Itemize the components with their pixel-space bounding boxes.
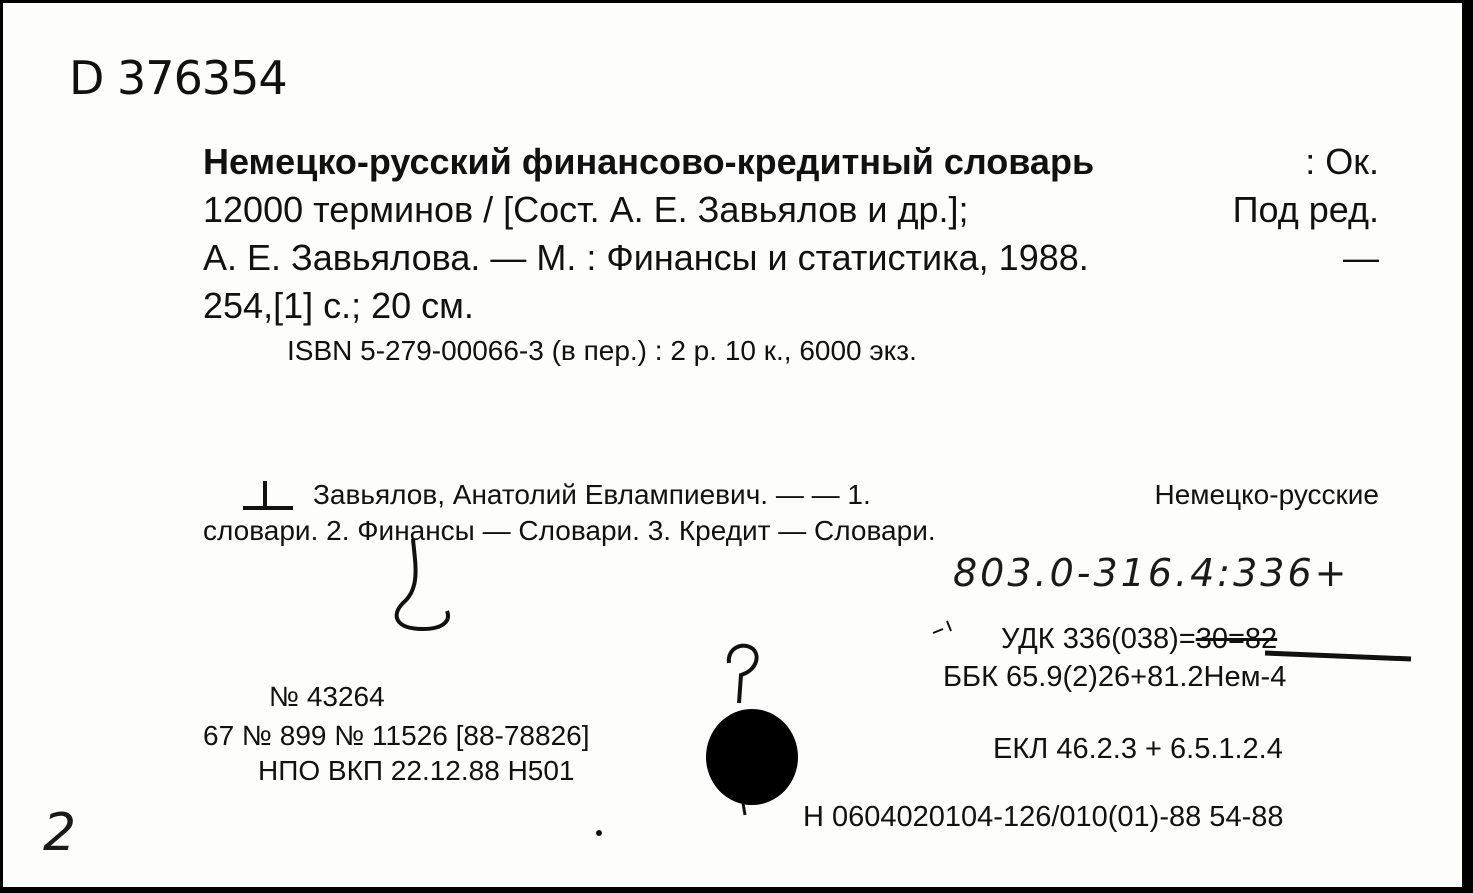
subject-tracing [203, 477, 1379, 549]
tracing-line [203, 477, 1379, 513]
dot-mark [596, 830, 602, 836]
description-line [203, 282, 1379, 330]
udc-prefix: УДК 336(038)= [1001, 623, 1196, 655]
handwritten-page-mark: 2 [43, 803, 77, 863]
hole-tail-mark [743, 803, 745, 815]
title-remainder: : Ок. [1305, 141, 1379, 182]
description-line [203, 138, 1379, 186]
question-mark-stroke [729, 646, 757, 703]
small-check-mark [933, 621, 951, 633]
catalog-card [3, 3, 1462, 887]
bbk-code: ББК 65.9(2)26+81.2Нем-4 [943, 661, 1287, 693]
book-title: Немецко-русский финансово-кредитный словарь [203, 141, 1095, 182]
handwritten-classification: 803.0-316.4:336+ [953, 551, 1350, 595]
print-record-line: 67 № 899 № 11526 [88-78826] [203, 720, 590, 751]
description-line [203, 186, 1379, 234]
accession-number: № 43264 [269, 681, 385, 712]
subject-heading: Немецко-русские [1154, 479, 1379, 510]
handwritten-arrow-mark [397, 539, 448, 629]
author-heading: Завьялов, Анатолий Евлампиевич. — — 1. [313, 479, 871, 510]
udc-struck-value: 30=82 [1195, 623, 1278, 655]
publisher-code-line: НПО ВКП 22.12.88 Н501 [258, 755, 575, 786]
tracing-line [203, 513, 1379, 549]
publisher-codeline: Н 0604020104-126/010(01)-88 54-88 [803, 801, 1284, 833]
punch-hole [706, 709, 798, 805]
bibliographic-description [203, 138, 1379, 330]
dash-separator: — [1343, 237, 1379, 278]
physical-description: 254,[1] с.; 20 см. [203, 285, 474, 326]
subject-headings: словари. 2. Финансы — Словари. 3. Кредит — Словари. [203, 515, 936, 546]
editor-statement-start: Под ред. [1232, 189, 1379, 230]
isbn-line: ISBN 5-279-00066-3 (в пер.) : 2 р. 10 к., 6000 экз. [287, 335, 917, 366]
publication-statement: А. Е. Завьялова. — М. : Финансы и статистика, 1988. [203, 237, 1089, 278]
ekl-code: ЕКЛ 46.2.3 + 6.5.1.2.4 [993, 733, 1283, 765]
authorship-statement: 12000 терминов / [Сост. А. Е. Завьялов и др.]; [203, 189, 969, 230]
udc-code [1001, 623, 1277, 656]
description-line [203, 234, 1379, 282]
call-number: D 376354 [69, 51, 287, 105]
udc-strike-mark [1265, 653, 1411, 659]
